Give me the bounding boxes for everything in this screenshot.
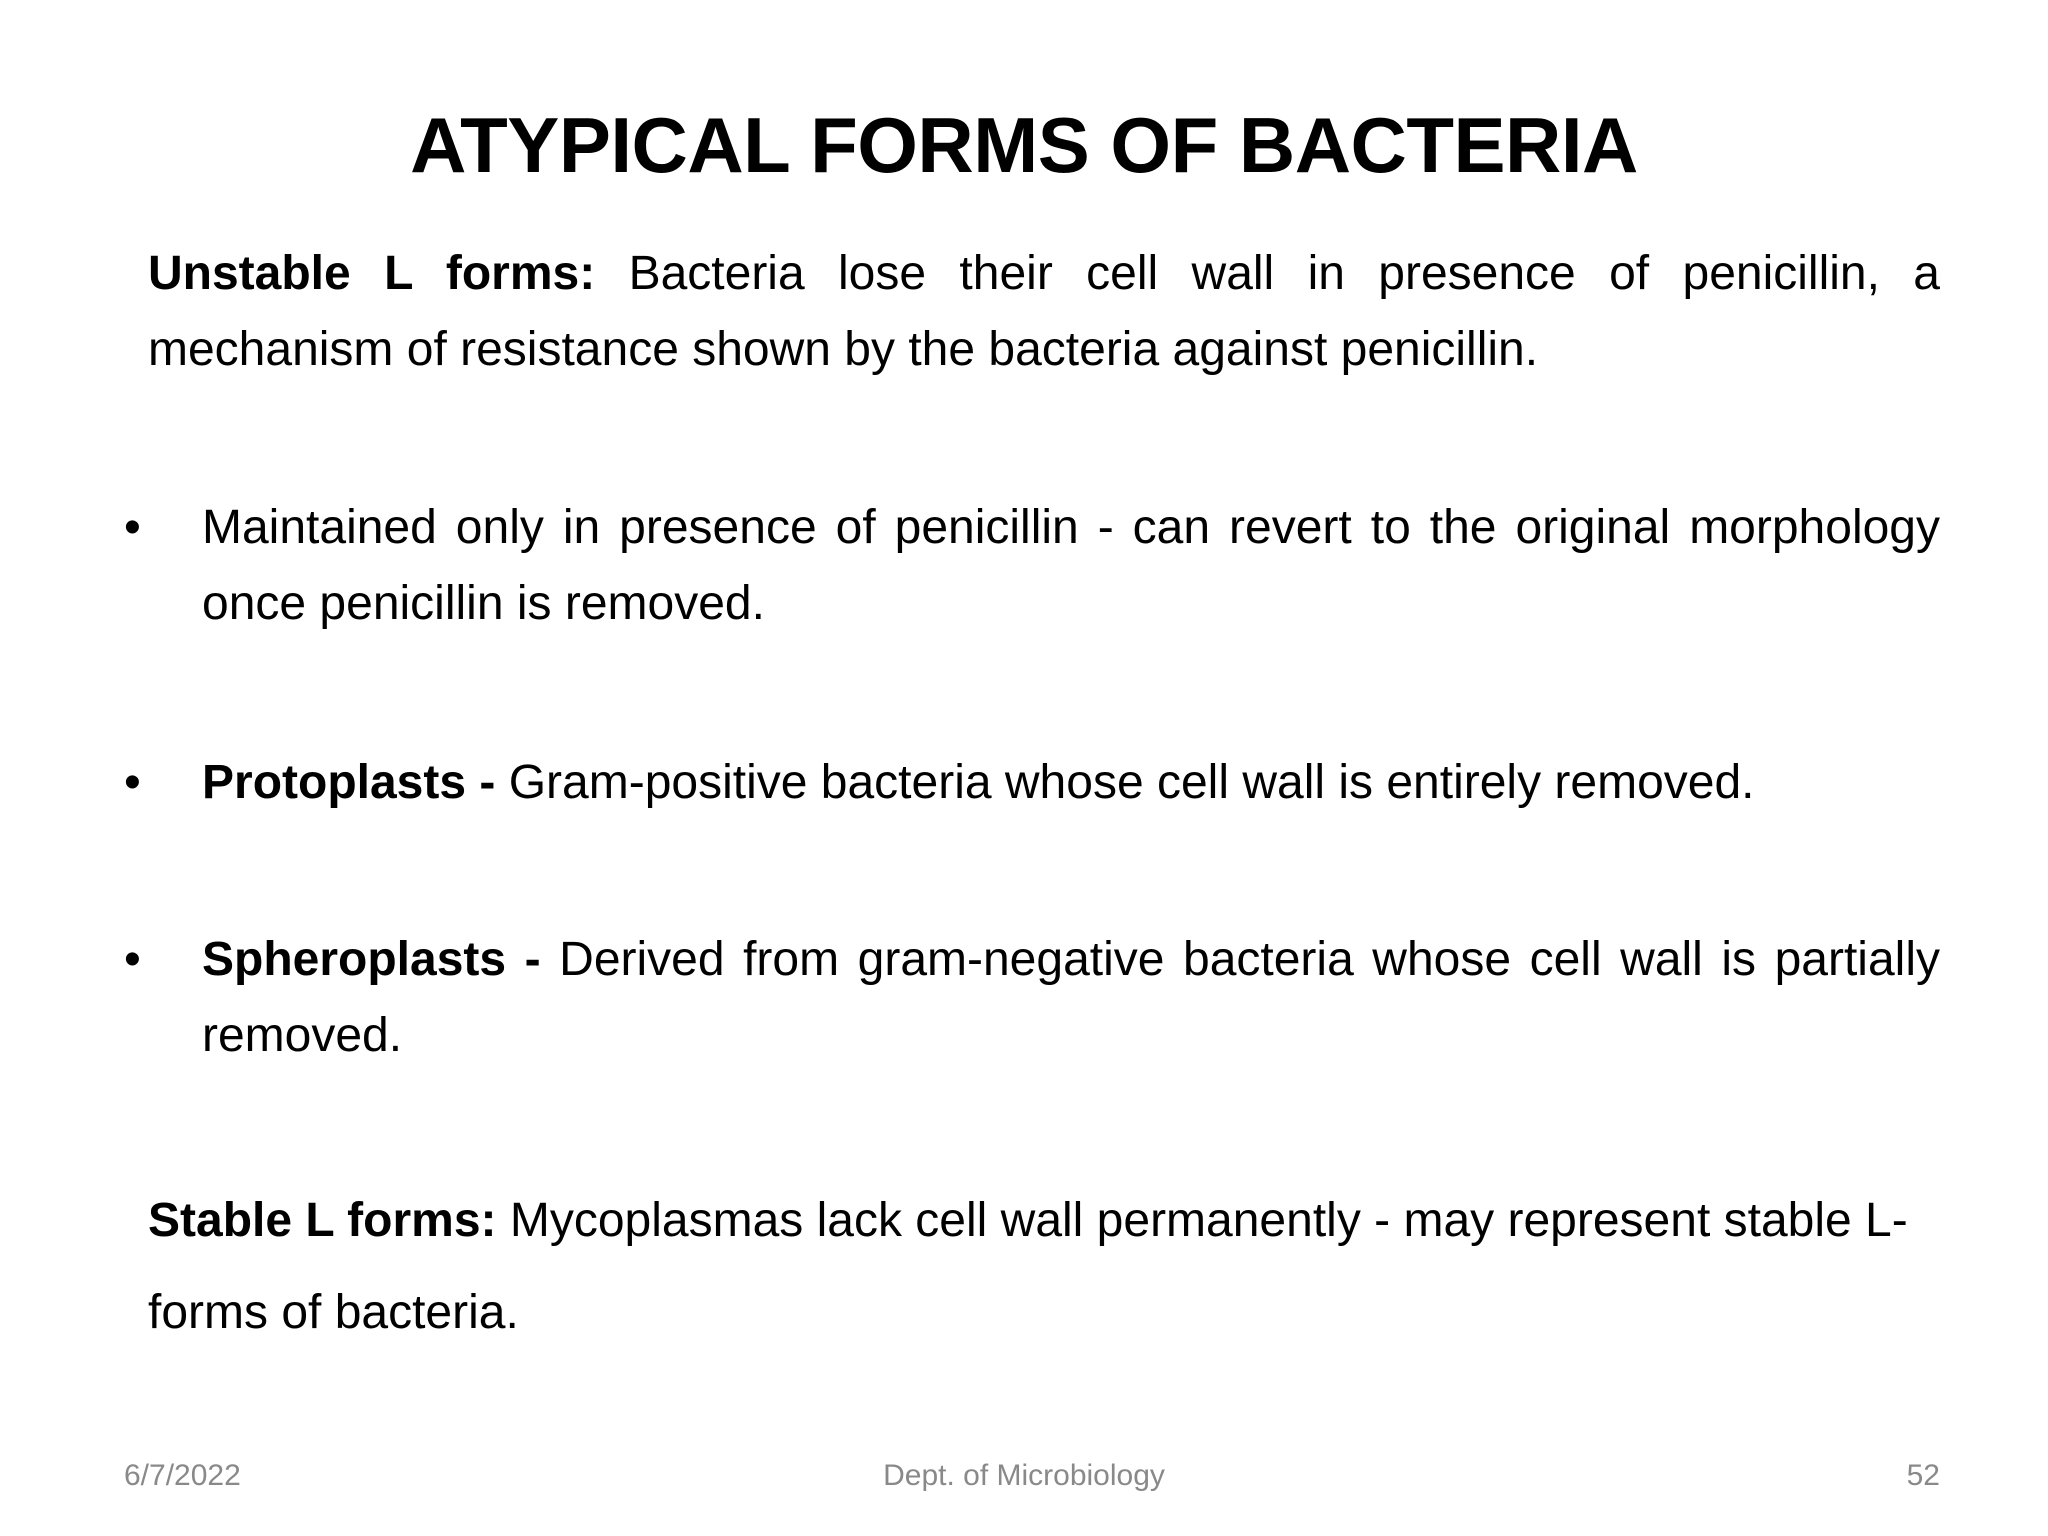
footer-page-number: 52 [1906,1459,1940,1492]
stable-l-forms-paragraph [148,1175,1940,1359]
stable-l-forms-lead: Stable L forms: [148,1194,497,1247]
stable-l-forms-text: Mycoplasmas lack cell wall permanently - may represent stable L-forms of bacteria. [148,1194,1908,1339]
bullet-marker: • [124,501,141,554]
footer-department: Dept. of Microbiology [883,1459,1165,1492]
bullet-marker: • [124,933,141,986]
bullet-item-text: Derived from gram-negative bacteria whose cell wall is partially removed. [202,933,1940,1062]
unstable-l-forms-text: Bacteria lose their cell wall in presence of penicillin, a mechanism of resistance shown by the bacteria against penicillin. [148,247,1940,376]
unstable-l-forms-paragraph [148,236,1940,388]
unstable-l-forms-lead: Unstable L forms: [148,247,596,300]
bullet-item-text: Maintained only in presence of penicillin - can revert to the original morphology once penicillin is removed. [202,501,1940,630]
slide-title: ATYPICAL FORMS OF BACTERIA [410,101,1638,189]
bullet-item-lead: Protoplasts - [202,756,496,809]
bullet-item-text: Gram-positive bacteria whose cell wall is entirely removed. [495,756,1755,809]
bullet-item-lead: Spheroplasts - [202,933,541,986]
bullet-marker: • [124,756,141,809]
bullet-item-spheroplasts [202,922,1940,1074]
bullet-item-protoplasts [202,745,1940,821]
footer-date: 6/7/2022 [124,1459,241,1492]
bullet-item-maintained [202,490,1940,642]
